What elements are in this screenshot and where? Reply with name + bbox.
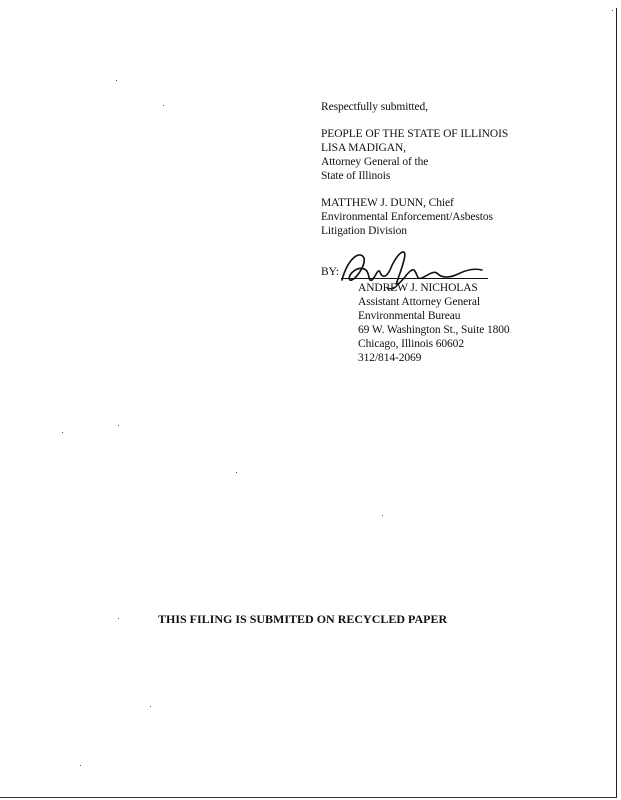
scan-speck [236,472,237,473]
signer-line: 312/814-2069 [358,352,422,364]
scan-speck [150,706,151,707]
signer-line: 69 W. Washington St., Suite 1800 [358,324,510,336]
scan-speck [118,425,119,426]
scan-speck [612,10,613,11]
scan-speck [80,765,81,766]
signer-name: ANDREW J. NICHOLAS [358,282,478,294]
signer-line: Environmental Bureau [358,310,461,322]
scan-edge-right [616,8,617,798]
signer-line: Chicago, Illinois 60602 [358,338,464,350]
scan-speck [118,618,119,619]
party-line: State of Illinois [321,170,391,182]
signer-line: Assistant Attorney General [358,296,480,308]
scan-speck [62,432,63,433]
recycled-paper-notice: THIS FILING IS SUBMITED ON RECYCLED PAPER [158,612,448,626]
counsel-line: MATTHEW J. DUNN, Chief [321,197,454,209]
counsel-line: Environmental Enforcement/Asbestos [321,211,493,223]
scan-speck [116,80,117,81]
party-line: Attorney General of the [321,156,429,168]
scan-speck [163,105,164,106]
party-line: LISA MADIGAN, [321,142,406,154]
scan-edge-bottom [0,797,617,798]
by-label: BY: [321,266,340,278]
party-line: PEOPLE OF THE STATE OF ILLINOIS [321,128,509,140]
counsel-line: Litigation Division [321,225,407,237]
closing-text: Respectfully submitted, [321,101,428,113]
scan-speck [382,515,383,516]
